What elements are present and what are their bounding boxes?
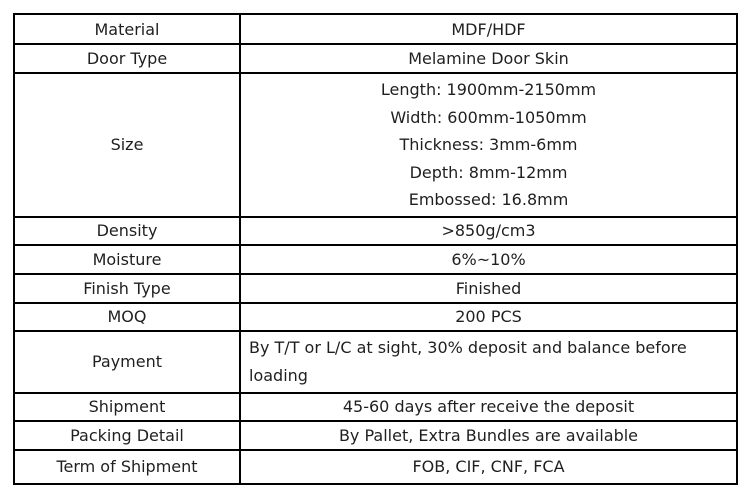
- spec-label: Payment: [14, 331, 240, 393]
- spec-label: Moisture: [14, 245, 240, 274]
- spec-label: MOQ: [14, 303, 240, 331]
- spec-value: 200 PCS: [240, 303, 737, 331]
- spec-value: >850g/cm3: [240, 217, 737, 245]
- table-row: [14, 450, 737, 484]
- table-row: [14, 245, 737, 274]
- table-row: [14, 331, 737, 393]
- table-row: [14, 303, 737, 331]
- table-row: [14, 274, 737, 303]
- table-row: [14, 217, 737, 245]
- spec-table-body: [14, 14, 737, 484]
- spec-label: Term of Shipment: [14, 450, 240, 484]
- table-row: [14, 73, 737, 217]
- spec-value: MDF/HDF: [240, 14, 737, 44]
- spec-label: Density: [14, 217, 240, 245]
- table-row: [14, 421, 737, 450]
- spec-value: By Pallet, Extra Bundles are available: [240, 421, 737, 450]
- spec-value: Finished: [240, 274, 737, 303]
- table-row: [14, 393, 737, 421]
- spec-label: Size: [14, 73, 240, 217]
- spec-value-line: Width: 600mm-1050mm: [390, 107, 587, 127]
- spec-value-line: Embossed: 16.8mm: [408, 190, 569, 209]
- table-row: [14, 14, 737, 44]
- spec-label: Material: [14, 14, 240, 44]
- spec-value: 45-60 days after receive the deposit: [240, 393, 737, 421]
- spec-label: Finish Type: [14, 274, 240, 303]
- spec-value: FOB, CIF, CNF, FCA: [240, 450, 737, 484]
- spec-table: [13, 13, 738, 485]
- spec-label: Door Type: [14, 44, 240, 73]
- spec-label: Packing Detail: [14, 421, 240, 450]
- spec-value: By T/T or L/C at sight, 30% deposit and balance before loading: [240, 331, 737, 393]
- spec-value-line: Thickness: 3mm-6mm: [399, 135, 578, 154]
- spec-value: Melamine Door Skin: [240, 44, 737, 73]
- table-row: [14, 44, 737, 73]
- spec-value: [240, 73, 737, 217]
- spec-value: 6%~10%: [240, 245, 737, 274]
- spec-value-line: Depth: 8mm-12mm: [409, 162, 568, 182]
- spec-label: Shipment: [14, 393, 240, 421]
- spec-value-line: Length: 1900mm-2150mm: [380, 80, 597, 99]
